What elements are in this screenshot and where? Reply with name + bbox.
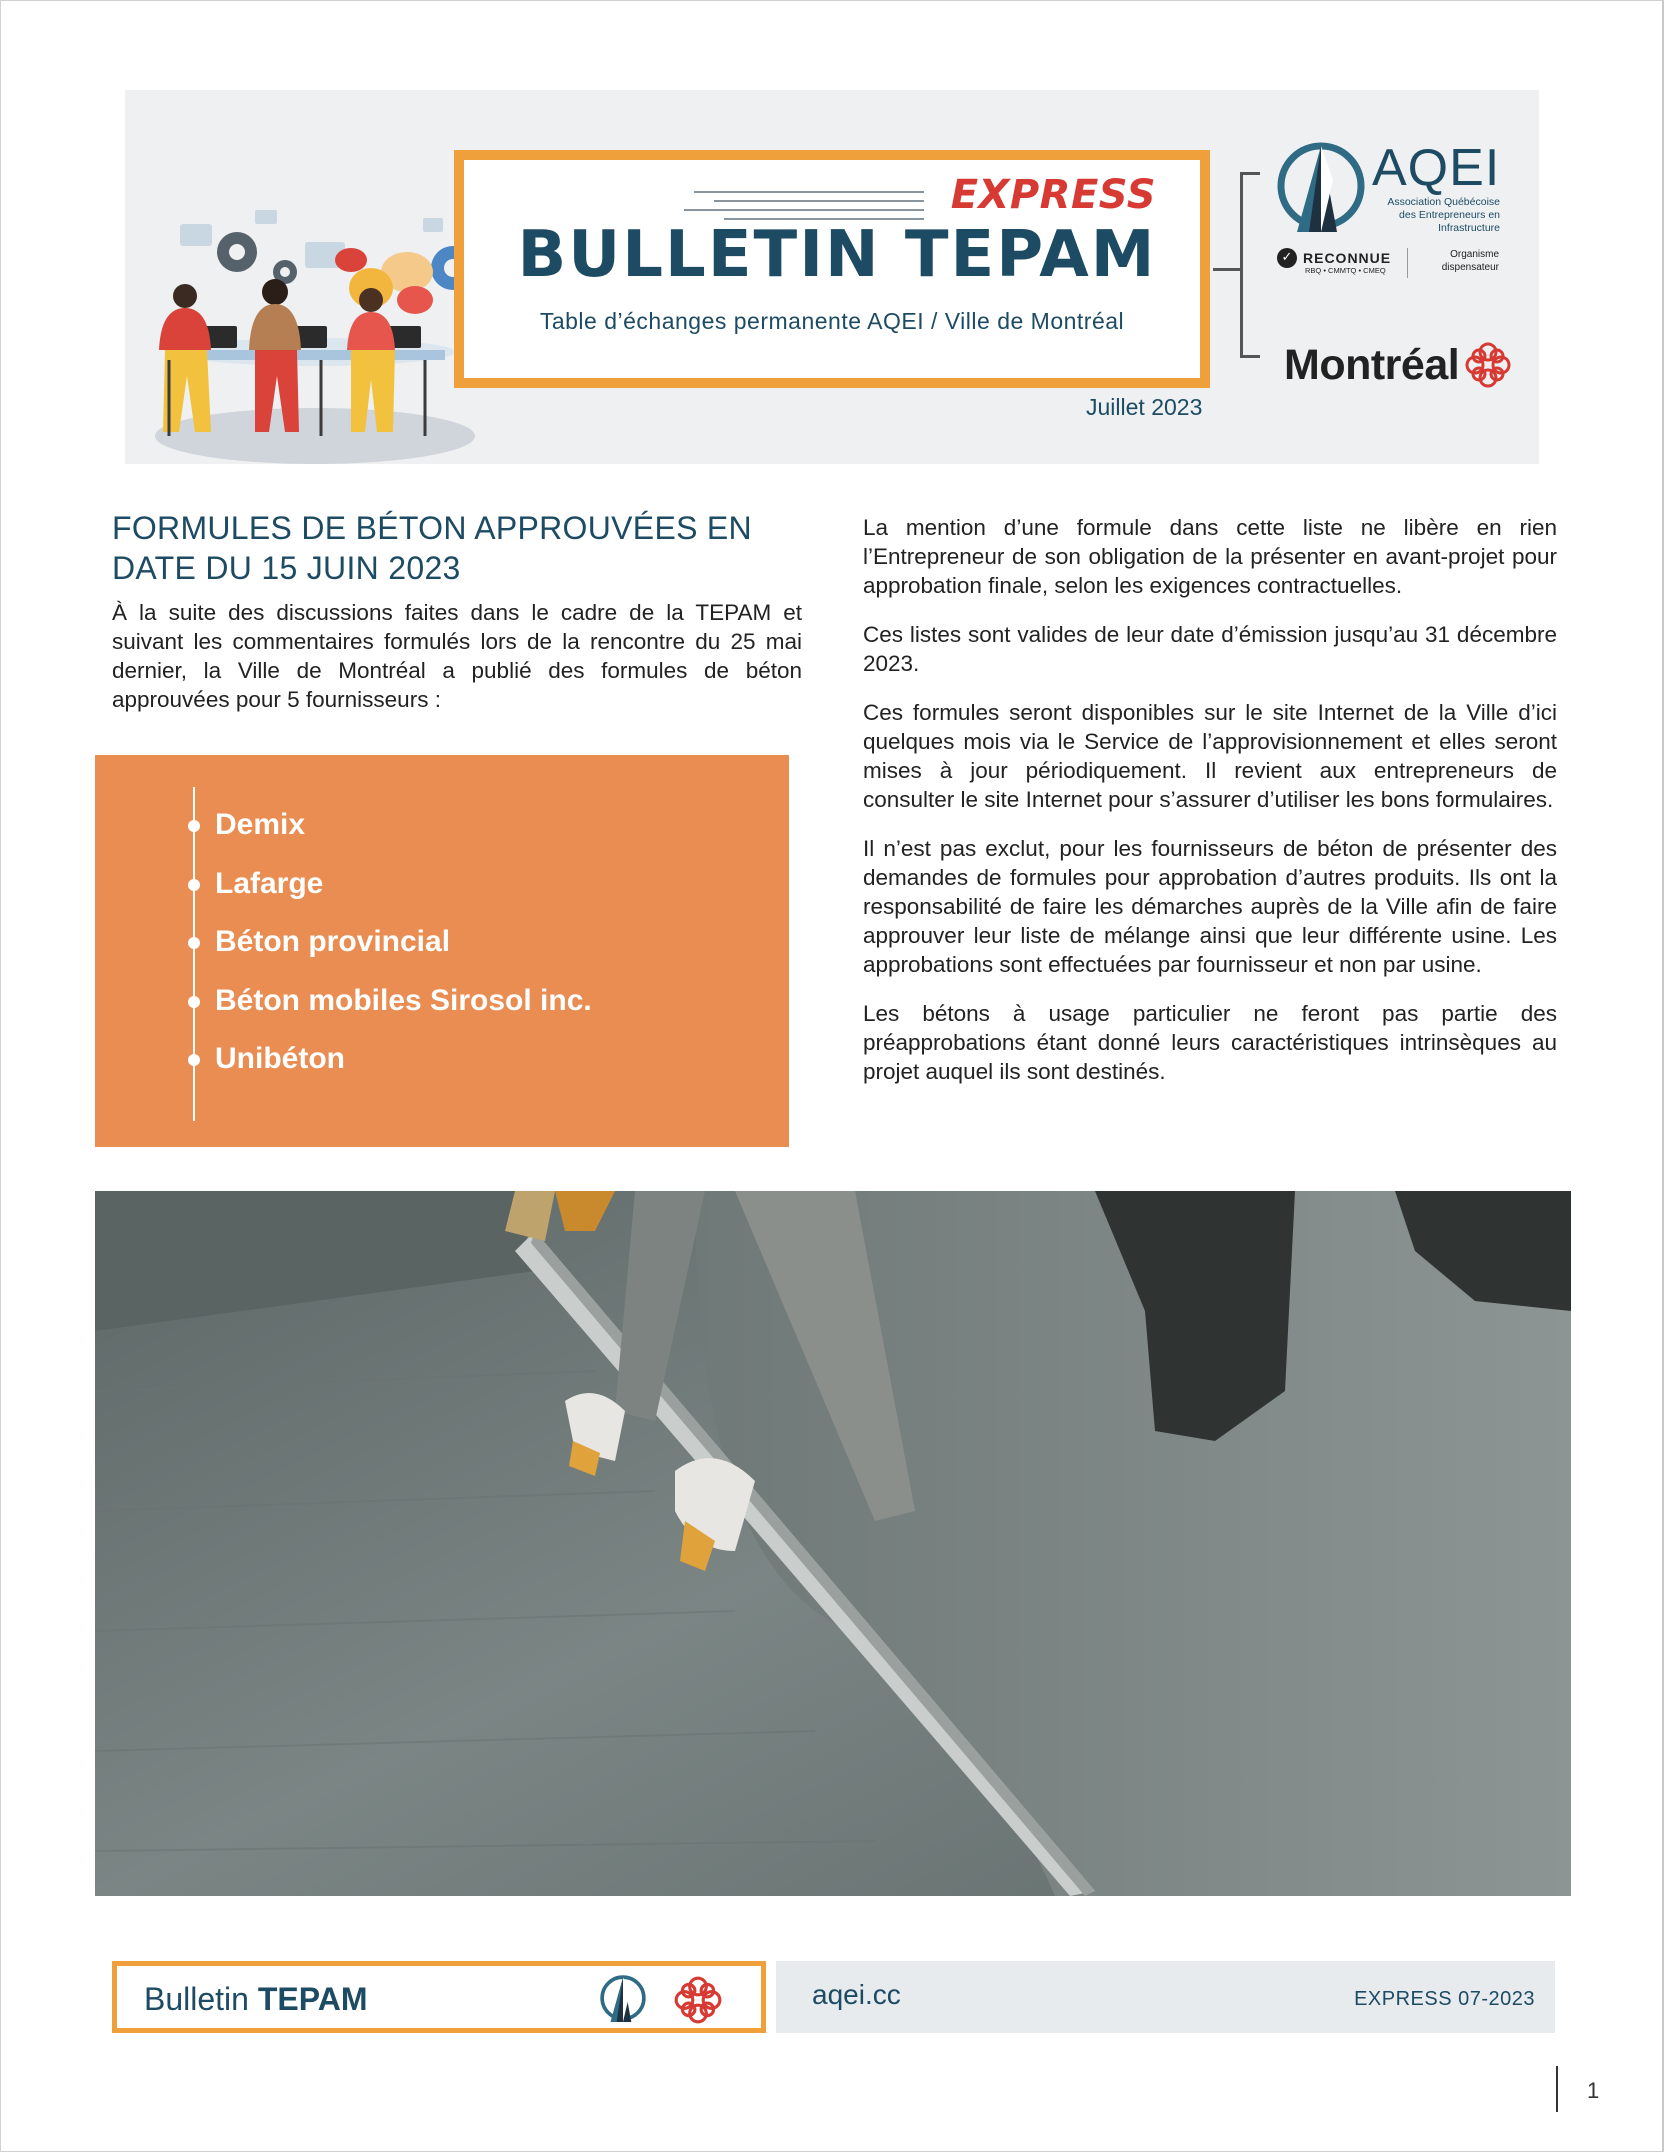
article-body [863,513,1557,1106]
page-number: 1 [1587,2078,1600,2103]
footer-bulletin-box [112,1961,766,2033]
paragraph: Ces listes sont valides de leur date d’émission jusqu’au 31 décembre 2023. [863,622,1557,676]
footer-info-bar [776,1961,1555,2033]
list-item: Béton provincial [95,927,592,986]
montreal-rose-icon [1463,340,1513,390]
issue-date: Juillet 2023 [1086,394,1203,420]
express-label: EXPRESS [950,172,1156,218]
list-item: Unibéton [95,1044,592,1103]
bulletin-title: BULLETIN TEPAM [517,218,1157,292]
aqei-logo [1275,140,1515,280]
bullet-icon [188,1054,200,1066]
list-item: Lafarge [95,869,592,928]
bullet-icon [188,937,200,949]
chat-bubble-icon [335,248,433,314]
paragraph: La mention d’une formule dans cette liste ne libère en rien l’Entrepreneur de son obligation de la présenter en avant-projet pour approbation finale, selon les exigences contractuelles. [863,515,1557,598]
montreal-wordmark: Montréal [1284,340,1460,389]
list-item: Demix [95,810,592,869]
website-link[interactable]: aqei.cc [812,1979,901,2010]
aqei-mark-icon [599,1974,647,2022]
bullet-icon [188,996,200,1008]
organisme-label: Organisme dispensateur [1441,249,1499,273]
issue-code: EXPRESS 07-2023 [1354,1988,1535,2010]
aqei-wordmark: AQEI [1372,139,1501,197]
concrete-screeding-photo [95,1191,1571,1896]
gear-icon [217,232,297,284]
paragraph: Ces formules seront disponibles sur le site Internet de la Ville d’ici quelques mois via le Service de l’approvisionnement et elles seront mises à jour périodiquement. Il revient aux entrepreneurs de consulter le site Internet pour s’assurer d’utiliser les bons formulaires. [863,700,1557,812]
check-icon: ✓ [1277,248,1297,268]
bullet-icon [188,879,200,891]
logo-bracket [1240,172,1260,358]
paragraph: Il n’est pas exclut, pour les fournisseurs de béton de présenter des demandes de formules pour approbation d’autres produits. Ils ont la responsabilité de faire les démarches auprès de la Ville afin de faire approuver leur liste de mélange ainsi que leur différente usine. Les approbations sont effectuées par fournisseur et non par usine. [863,836,1557,977]
footer-bulletin-title: Bulletin TEPAM [144,1981,368,2017]
reconnue-badge [1277,248,1499,275]
list-item: Béton mobiles Sirosol inc. [95,986,592,1045]
page-number-divider [1556,2066,1558,2112]
bulletin-title-box [454,150,1210,388]
article-title: FORMULES DE BÉTON APPROUVÉES EN DATE DU 15 JUIN 2023 [112,510,752,586]
montreal-rose-icon [672,1974,724,2026]
logo-bracket-stub [1213,268,1240,271]
supplier-box [95,755,789,1147]
aqei-association-name: Association Québécoise des Entrepreneurs en Infrastructure [1387,196,1500,234]
bulletin-subtitle: Table d’échanges permanente AQEI / Ville de Montréal [539,308,1125,334]
reconnue-divider [1407,248,1408,278]
reconnue-label: RECONNUE [1303,250,1392,266]
supplier-list [95,810,592,1103]
meeting-illustration [125,200,475,464]
paragraph: Les bétons à usage particulier ne feront pas partie des préapprobations étant donné leurs caractéristiques intrinsèques au projet auquel ils sont destinés. [863,1001,1557,1084]
montreal-logo [1284,340,1513,390]
article-intro: À la suite des discussions faites dans le cadre de la TEPAM et suivant les commentaires formulés lors de la rencontre du 25 mai dernier, la Ville de Montréal a publié des formules de béton approuvées pour 5 fournisseurs : [112,600,802,712]
reconnue-orgs: RBQ • CMMTQ • CMEQ [1305,266,1386,275]
bullet-icon [188,820,200,832]
